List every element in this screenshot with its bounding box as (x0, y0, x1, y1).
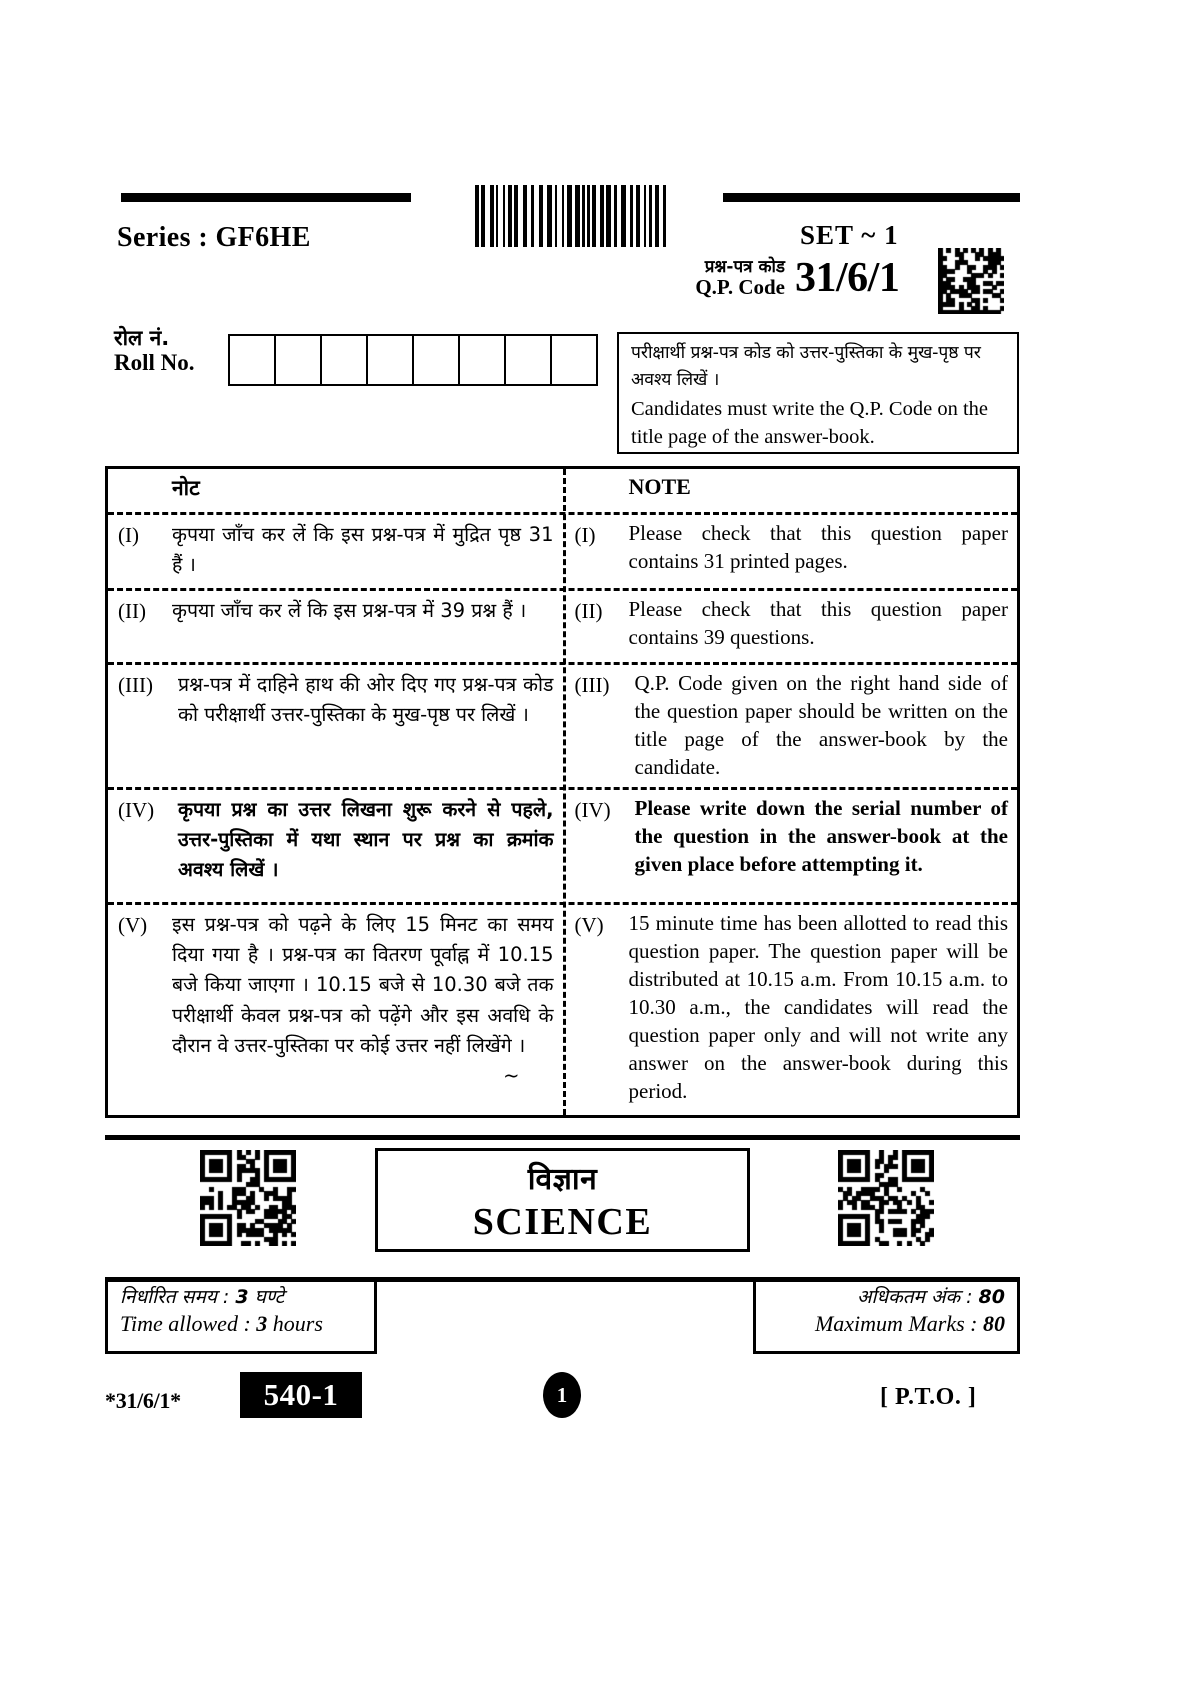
barcode-icon (475, 185, 675, 247)
note-row-en-cell (563, 790, 1018, 902)
note-table-divider (563, 469, 566, 1115)
note-header-hi: नोट (172, 476, 200, 500)
maximum-marks-hi-label: अधिकतम अंक : (857, 1286, 973, 1308)
note-header-en: NOTE (628, 474, 691, 499)
time-allowed-hi-value: 3 (235, 1286, 249, 1308)
maximum-marks-en-value: 80 (983, 1310, 1005, 1336)
page-number-badge: 1 (543, 1372, 581, 1418)
note-row-hi-cell (108, 665, 563, 787)
roll-no-input[interactable] (228, 334, 598, 386)
footer-qp-code: *31/6/1* (105, 1388, 181, 1413)
maximum-marks-en-label: Maximum Marks : (814, 1310, 978, 1336)
roll-no-label-en: Roll No. (114, 350, 195, 376)
time-allowed-en-value: 3 (256, 1310, 268, 1336)
footer-paper-badge: 540-1 (240, 1372, 362, 1418)
note-row-text-en: Q.P. Code given on the right hand side of the question paper should be written on the title page of the answer-book by the candidate. (634, 671, 1008, 779)
time-allowed-hi-label: निर्धारित समय : (120, 1286, 230, 1308)
header-rule-right (723, 193, 1020, 202)
note-row-en-cell (563, 591, 1018, 662)
maximum-marks-box (753, 1282, 1020, 1354)
note-row-text-hi: इस प्रश्न-पत्र को पढ़ने के लिए 15 मिनट का समय दिया गया है । प्रश्न-पत्र का वितरण पूर्वाह्न में 10.15 बजे किया जाएगा । 10.15 बजे से 10.30 बजे तक परीक्षार्थी केवल प्रश्न-पत्र को पढ़ेंगे और इस अवधि के दौरान वे उत्तर-पुस्तिका पर कोई उत्तर नहीं लिखेंगे । (172, 913, 554, 1057)
maximum-marks-hi-value: 80 (978, 1286, 1005, 1308)
note-row-roman-hi: (IV) (118, 798, 155, 822)
subject-title-hi: विज्ञान (527, 1162, 598, 1197)
time-allowed-en-unit: hours (272, 1310, 323, 1336)
matrix-canvas (938, 248, 1004, 314)
note-row-text-hi: कृपया जाँच कर लें कि इस प्रश्न-पत्र में मुद्रित पृष्ठ 31 हैं । (172, 523, 554, 577)
note-row-roman-en: (I) (574, 523, 596, 547)
note-row-roman-hi: (II) (118, 599, 146, 623)
qp-code-value: 31/6/1 (795, 255, 900, 301)
set-label: SET ~ 1 (800, 220, 899, 250)
note-row-text-en: Please write down the serial number of the question in the answer-book at the given place before attempting it. (634, 796, 1008, 876)
roll-no-cell[interactable] (506, 336, 552, 384)
barcode-gap (666, 185, 671, 247)
note-row-roman-hi: (V) (118, 913, 148, 937)
roll-no-label-hi: रोल नं. (114, 326, 170, 350)
note-row-text-en: Please check that this question paper contains 39 questions. (628, 597, 1008, 649)
qp-code-label-hi: प्रश्न-पत्र कोड (704, 257, 785, 277)
roll-no-cell[interactable] (552, 336, 596, 384)
note-header-hi-cell (108, 469, 563, 512)
matrix-canvas (200, 1150, 296, 1246)
note-row-roman-en: (IV) (574, 798, 611, 822)
qp-code-labels (655, 258, 785, 299)
candidate-notice-box (617, 332, 1019, 454)
note-header-en-cell (563, 469, 1018, 512)
roll-no-cell[interactable] (414, 336, 460, 384)
maximum-marks-hi (766, 1286, 1005, 1310)
note-row-text-en: 15 minute time has been allotted to read this question paper. The question paper will be distributed at 10.15 a.m. From 10.15 a.m. to 10.30 a.m., the candidates will read the question paper only and will not write any answer on the answer-book during this period. (628, 911, 1008, 1103)
series-label: Series : GF6HE (117, 222, 311, 253)
note-table (105, 466, 1020, 1118)
qr-code-icon (200, 1150, 296, 1246)
subject-title-box (375, 1148, 750, 1252)
roll-no-cell[interactable] (230, 336, 276, 384)
note-row-text-hi: कृपया जाँच कर लें कि इस प्रश्न-पत्र में 39 प्रश्न हैं । (172, 599, 527, 622)
note-row-text-hi-wrap (172, 910, 554, 1108)
maximum-marks-en (766, 1310, 1005, 1339)
time-allowed-hi (120, 1286, 364, 1310)
note-row-text-hi: प्रश्न-पत्र में दाहिने हाथ की ओर दिए गए प्रश्न-पत्र कोड को परीक्षार्थी उत्तर-पुस्तिका के मुख-पृष्ठ पर लिखें । (178, 673, 554, 727)
note-row-roman-hi: (I) (118, 523, 139, 547)
datamatrix-icon (938, 248, 1004, 314)
qp-code-label-en: Q.P. Code (695, 275, 785, 300)
note-row-en-cell (563, 905, 1018, 1115)
subject-title-en: SCIENCE (472, 1201, 653, 1243)
note-row-hi-cell (108, 591, 563, 662)
note-row-en-cell (563, 515, 1018, 588)
roll-no-cell[interactable] (368, 336, 414, 384)
time-allowed-en (120, 1310, 364, 1339)
footer-pto: [ P.T.O. ] (880, 1384, 977, 1410)
roll-no-cell[interactable] (276, 336, 322, 384)
time-allowed-en-label: Time allowed : (120, 1310, 251, 1336)
roll-no-cell[interactable] (460, 336, 506, 384)
time-allowed-hi-unit: घण्टे (254, 1286, 285, 1308)
note-row-roman-en: (II) (574, 599, 603, 623)
candidate-notice-en: Candidates must write the Q.P. Code on the title page of the answer-book. (631, 398, 988, 448)
time-allowed-box (105, 1282, 377, 1354)
candidate-notice-hi: परीक्षार्थी प्रश्न-पत्र कोड को उत्तर-पुस्तिका के मुख-पृष्ठ पर अवश्य लिखें । (631, 343, 981, 391)
roll-no-label (114, 326, 195, 377)
matrix-canvas (838, 1150, 934, 1246)
qp-code-block (655, 255, 925, 314)
qr-code-icon (838, 1150, 934, 1246)
note-row-roman-hi: (III) (118, 673, 153, 697)
header-rule-left (121, 193, 411, 202)
note-row-roman-en: (V) (574, 913, 604, 937)
note-row-text-hi: कृपया प्रश्न का उत्तर लिखना शुरू करने से पहले, उत्तर-पुस्तिका में यथा स्थान पर प्रश्न का क्रमांक अवश्य लिखें । (178, 798, 554, 882)
roll-no-cell[interactable] (322, 336, 368, 384)
note-row-hi-cell (108, 515, 563, 588)
subject-top-rule (105, 1135, 1020, 1140)
note-row-hi-cell (108, 790, 563, 902)
note-row-en-cell (563, 665, 1018, 787)
note-row-roman-en: (III) (574, 673, 610, 697)
note-row-hi-cell (108, 905, 563, 1115)
note-row-tilde: ~ (503, 1064, 520, 1088)
note-row-text-en: Please check that this question paper contains 31 printed pages. (628, 521, 1008, 573)
